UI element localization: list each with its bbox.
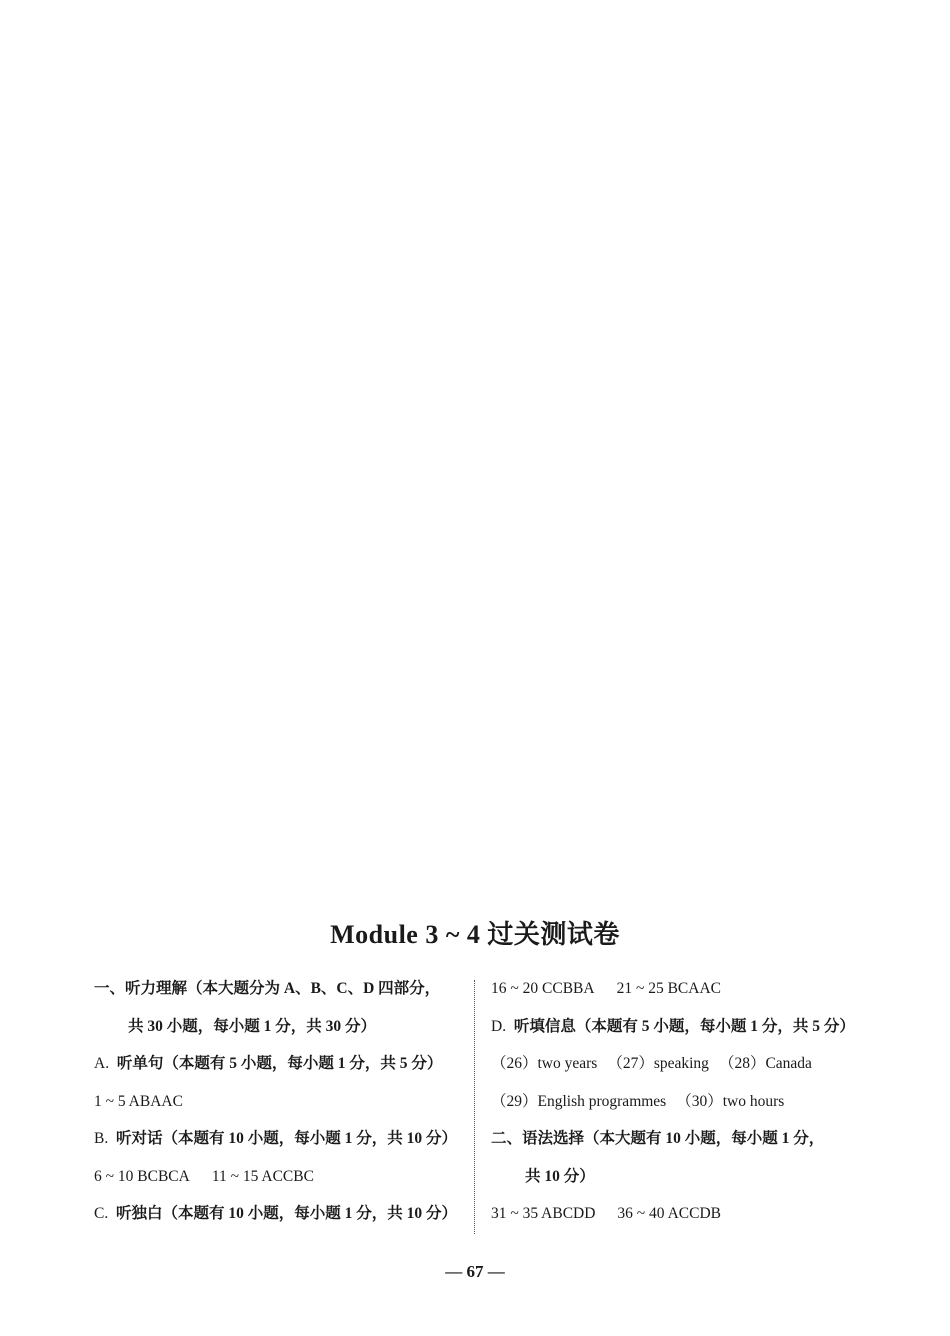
section-2-answers-2: 36 ~ 40 ACCDB (617, 1205, 721, 1222)
part-c-title: 听独白（本题有 10 小题，每小题 1 分，共 10 分） (115, 1205, 457, 1222)
part-b-answers (94, 1166, 464, 1204)
part-b-title: 听对话（本题有 10 小题，每小题 1 分，共 10 分） (115, 1130, 457, 1147)
part-c-label: C. (94, 1205, 109, 1222)
fill-answer-28: （28）Canada (718, 1055, 812, 1072)
fill-answers-row-1 (491, 1053, 871, 1091)
part-d-label: D. (491, 1017, 507, 1035)
column-divider (474, 980, 475, 1234)
section-2-heading-cont: 共 10 分） (525, 1167, 595, 1185)
fill-answer-27: （27）speaking (607, 1055, 709, 1072)
part-a-heading (94, 1053, 464, 1091)
right-column (491, 978, 871, 1241)
part-a-answers: 1 ~ 5 ABAAC (94, 1092, 183, 1110)
left-column (94, 978, 464, 1241)
fill-answer-26: （26）two years (491, 1055, 598, 1072)
page-number: — 67 — (445, 1262, 505, 1281)
page-title: Module 3 ~ 4 过关测试卷 (330, 920, 620, 949)
part-a-title: 听单句（本题有 5 小题，每小题 1 分，共 5 分） (116, 1055, 443, 1072)
part-b-heading (94, 1128, 464, 1166)
fill-answer-29: （29）English programmes (491, 1092, 667, 1110)
section-2-answers-1: 31 ~ 35 ABCDD (491, 1205, 596, 1222)
fill-answer-30: （30）two hours (676, 1092, 785, 1110)
part-d-heading (491, 1016, 871, 1054)
section-2-heading: 二、语法选择（本大题有 10 小题，每小题 1 分， (491, 1130, 825, 1147)
part-c-answers (491, 978, 871, 1016)
part-b-label: B. (94, 1130, 109, 1147)
part-a-label: A. (94, 1055, 110, 1072)
part-c-answers-2: 21 ~ 25 BCAAC (616, 980, 721, 997)
section-1-heading-cont: 共 30 小题，每小题 1 分，共 30 分） (128, 1017, 377, 1035)
part-b-answers-1: 6 ~ 10 BCBCA (94, 1167, 190, 1185)
section-2-answers (491, 1203, 871, 1241)
part-b-answers-2: 11 ~ 15 ACCBC (211, 1167, 314, 1185)
part-c-heading (94, 1203, 464, 1241)
part-d-title: 听填信息（本题有 5 小题，每小题 1 分，共 5 分） (513, 1017, 855, 1035)
section-1-heading: 一、听力理解（本大题分为 A、B、C、D 四部分， (94, 980, 441, 997)
fill-answers-row-2 (491, 1091, 871, 1129)
part-c-answers-1: 16 ~ 20 CCBBA (491, 980, 595, 997)
